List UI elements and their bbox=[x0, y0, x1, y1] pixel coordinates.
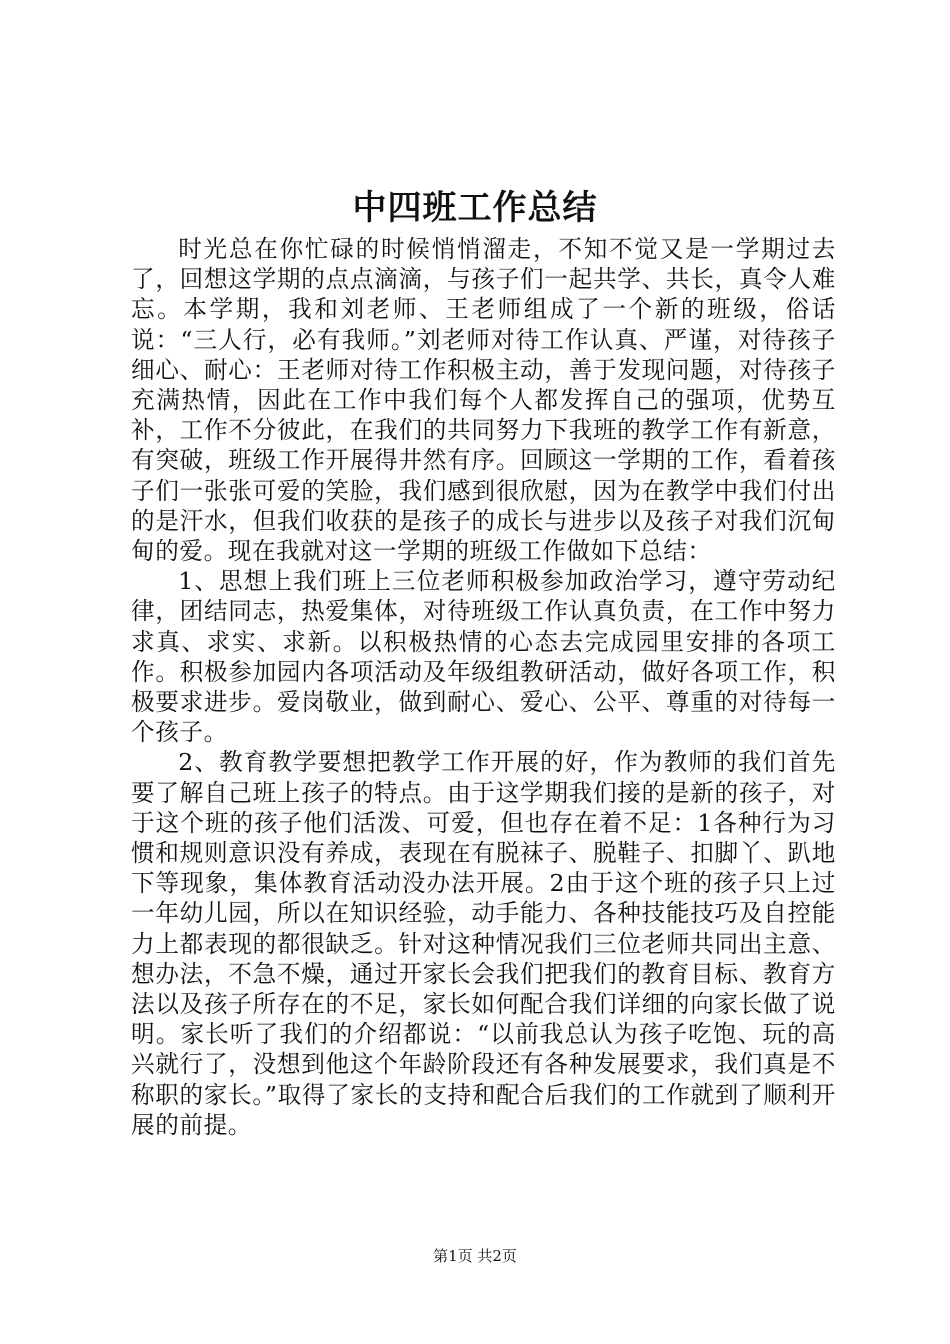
paragraph-section-2: 2、教育教学要想把教学工作开展的好，作为教师的我们首先要了解自己班上孩子的特点。由于这学期我们接的是新的孩子，对于这个班的孩子他们活泼、可爱，但也存在着不足：1各种行为习惯和规则意识没有养成，表现在有脱袜子、脱鞋子、扣脚丫、趴地下等现象，集体教育活动没办法开展。2由于这个班的孩子只上过一年幼儿园，所以在知识经验，动手能力、各种技能技巧及自控能力上都表现的都很缺乏。针对这种情况我们三位老师共同出主意、想办法，不急不燥，通过开家长会我们把我们的教育目标、教育方法以及孩子所存在的不足，家长如何配合我们详细的向家长做了说明。家长听了我们的介绍都说：“以前我总认为孩子吃饱、玩的高兴就行了，没想到他这个年龄阶段还有各种发展要求，我们真是不称职的家长。”取得了家长的支持和配合后我们的工作就到了顺利开展的前提。 bbox=[131, 748, 836, 1139]
paragraph-intro: 时光总在你忙碌的时候悄悄溜走，不知不觉又是一学期过去了，回想这学期的点点滴滴，与孩子们一起共学、共长，真令人难忘。本学期，我和刘老师、王老师组成了一个新的班级，俗话说：“三人行，必有我师。”刘老师对待工作认真、严谨，对待孩子细心、耐心：王老师对待工作积极主动，善于发现问题，对待孩子充满热情，因此在工作中我们每个人都发挥自己的强项，优势互补，工作不分彼此，在我们的共同努力下我班的教学工作有新意，有突破，班级工作开展得井然有序。回顾这一学期的工作，看着孩子们一张张可爱的笑脸，我们感到很欣慰，因为在教学中我们付出的是汗水，但我们收获的是孩子的成长与进步以及孩子对我们沉甸甸的爱。现在我就对这一学期的班级工作做如下总结： bbox=[131, 235, 836, 566]
page-footer: 第1页 共2页 bbox=[433, 1247, 517, 1265]
document-body bbox=[131, 234, 836, 1140]
document-title: 中四班工作总结 bbox=[352, 188, 598, 228]
paragraph-section-1: 1、思想上我们班上三位老师积极参加政治学习，遵守劳动纪律，团结同志，热爱集体，对待班级工作认真负责，在工作中努力求真、求实、求新。以积极热情的心态去完成园里安排的各项工作。积极参加园内各项活动及年级组教研活动，做好各项工作，积极要求进步。爱岗敬业，做到耐心、爱心、公平、尊重的对待每一个孩子。 bbox=[131, 567, 836, 747]
